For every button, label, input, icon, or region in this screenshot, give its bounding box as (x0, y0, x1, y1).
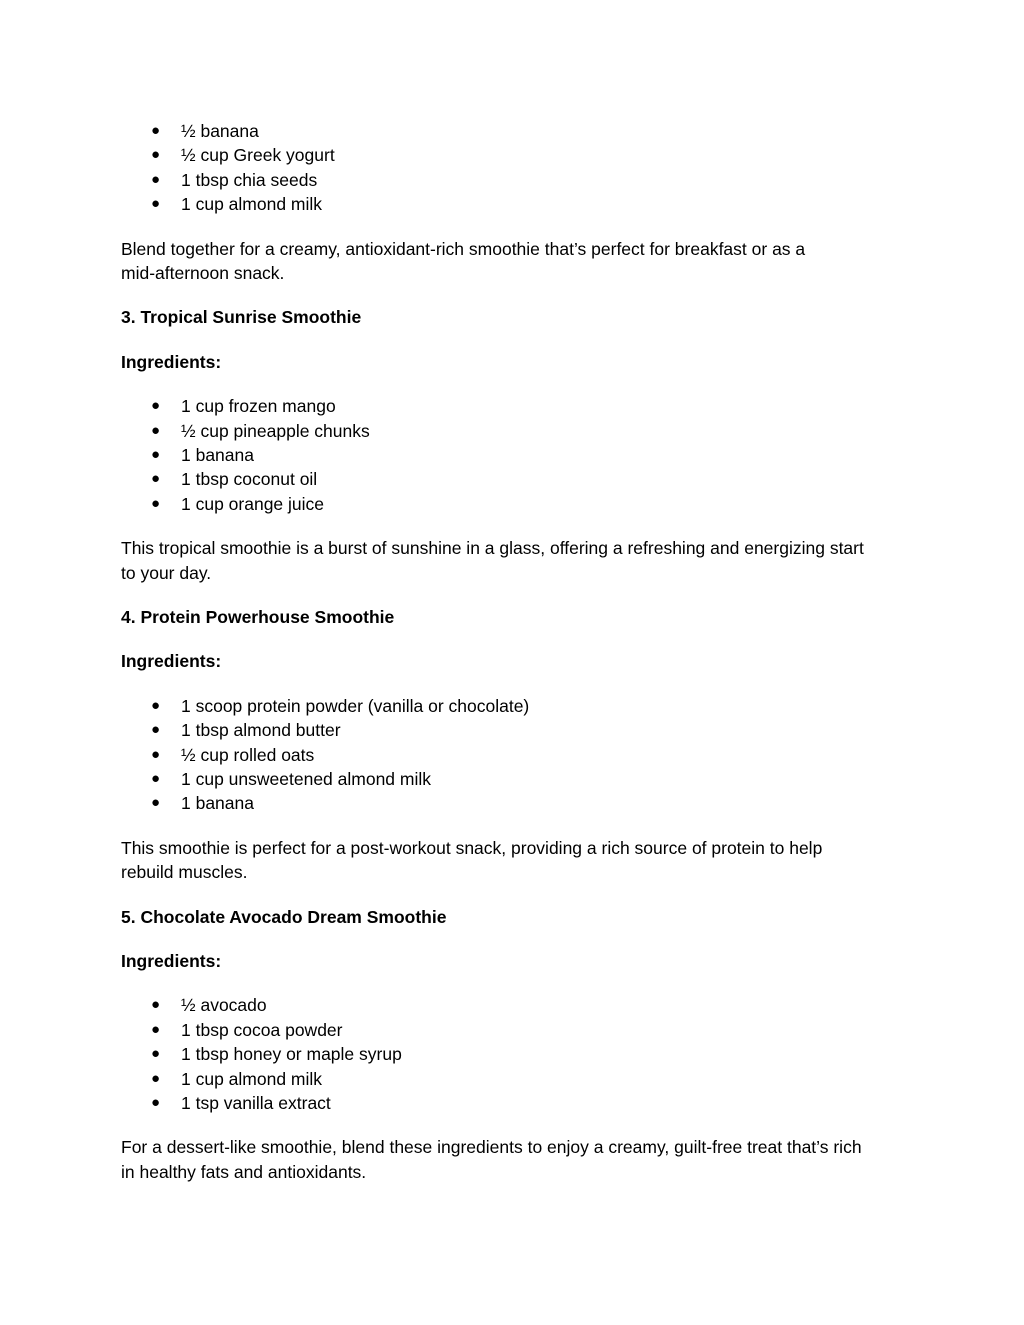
list-item (121, 993, 911, 1017)
ingredient-text: 1 tbsp coconut oil (181, 469, 318, 490)
bullet-icon: ● (151, 1069, 161, 1087)
ingredient-text: 1 tbsp almond butter (181, 720, 341, 741)
bullet-icon: ● (151, 1045, 161, 1063)
bullet-icon: ● (151, 769, 161, 787)
list-item (121, 767, 911, 791)
ingredient-text: 1 cup almond milk (181, 194, 323, 215)
bullet-icon: ● (151, 421, 161, 439)
ingredient-text: 1 banana (181, 793, 254, 814)
ingredient-text: ½ banana (181, 121, 259, 141)
list-item (121, 419, 911, 443)
list-item (121, 1067, 911, 1091)
list-item (121, 743, 911, 767)
list-item (121, 1018, 911, 1042)
ingredients-label: Ingredients: (121, 950, 222, 971)
bullet-icon: ● (151, 170, 161, 188)
description-line: rebuild muscles. (121, 862, 248, 883)
ingredients-list (121, 394, 911, 516)
list-item (121, 718, 911, 742)
list-item (121, 467, 911, 491)
description-line: This tropical smoothie is a burst of sunshine in a glass, offering a refreshing and energizing start (121, 538, 864, 559)
ingredient-text: 1 cup almond milk (181, 1068, 323, 1089)
bullet-icon: ● (151, 470, 161, 488)
bullet-icon: ● (151, 696, 161, 714)
list-item (121, 791, 911, 815)
recipe-description (121, 237, 911, 286)
ingredients-list-continued (121, 119, 911, 217)
ingredient-text: 1 scoop protein powder (vanilla or chocolate) (181, 695, 530, 716)
description-line: This smoothie is perfect for a post-workout snack, providing a rich source of protein to help (121, 837, 823, 858)
ingredients-label: Ingredients: (121, 651, 222, 672)
list-item (121, 1042, 911, 1066)
bullet-icon: ● (151, 195, 161, 213)
bullet-icon: ● (151, 745, 161, 763)
bullet-icon: ● (151, 445, 161, 463)
recipe-description (121, 536, 911, 585)
ingredient-text: 1 tbsp cocoa powder (181, 1019, 343, 1040)
list-item (121, 1091, 911, 1115)
ingredient-text: 1 cup frozen mango (181, 396, 336, 417)
description-line: For a dessert-like smoothie, blend these ingredients to enjoy a creamy, guilt-free treat that’s rich (121, 1137, 862, 1158)
bullet-icon: ● (151, 494, 161, 512)
recipe-description (121, 836, 911, 885)
ingredient-text: ½ avocado (181, 995, 267, 1016)
ingredient-text: 1 cup orange juice (181, 493, 325, 514)
ingredient-text: 1 banana (181, 444, 254, 465)
list-item (121, 192, 911, 216)
document-page (121, 119, 911, 1184)
ingredients-label: Ingredients: (121, 351, 222, 372)
description-line: in healthy fats and antioxidants. (121, 1161, 367, 1182)
bullet-icon: ● (151, 1020, 161, 1038)
description-line: mid-afternoon snack. (121, 262, 285, 283)
recipe-description (121, 1135, 911, 1184)
list-item (121, 694, 911, 718)
bullet-icon: ● (151, 996, 161, 1014)
ingredient-text: 1 cup unsweetened almond milk (181, 768, 432, 789)
bullet-icon: ● (151, 146, 161, 164)
ingredient-text: ½ cup pineapple chunks (181, 420, 370, 441)
ingredient-text: 1 tbsp honey or maple syrup (181, 1044, 402, 1065)
bullet-icon: ● (151, 397, 161, 415)
description-line: to your day. (121, 562, 212, 583)
description-line: Blend together for a creamy, antioxidant-rich smoothie that’s perfect for breakfast or as a (121, 238, 806, 259)
bullet-icon: ● (151, 721, 161, 739)
bullet-icon: ● (151, 1093, 161, 1111)
list-item (121, 492, 911, 516)
list-item (121, 143, 911, 167)
bullet-icon: ● (151, 794, 161, 812)
list-item (121, 119, 911, 143)
list-item (121, 443, 911, 467)
ingredients-list (121, 694, 911, 816)
recipe-title: 4. Protein Powerhouse Smoothie (121, 606, 395, 627)
bullet-icon: ● (151, 122, 161, 139)
ingredients-list (121, 993, 911, 1115)
ingredient-text: ½ cup rolled oats (181, 744, 315, 765)
recipe-title: 5. Chocolate Avocado Dream Smoothie (121, 906, 447, 927)
ingredient-text: 1 tbsp chia seeds (181, 169, 318, 190)
recipe-title: 3. Tropical Sunrise Smoothie (121, 307, 362, 328)
list-item (121, 394, 911, 418)
list-item (121, 168, 911, 192)
ingredient-text: 1 tsp vanilla extract (181, 1092, 331, 1113)
ingredient-text: ½ cup Greek yogurt (181, 145, 335, 166)
